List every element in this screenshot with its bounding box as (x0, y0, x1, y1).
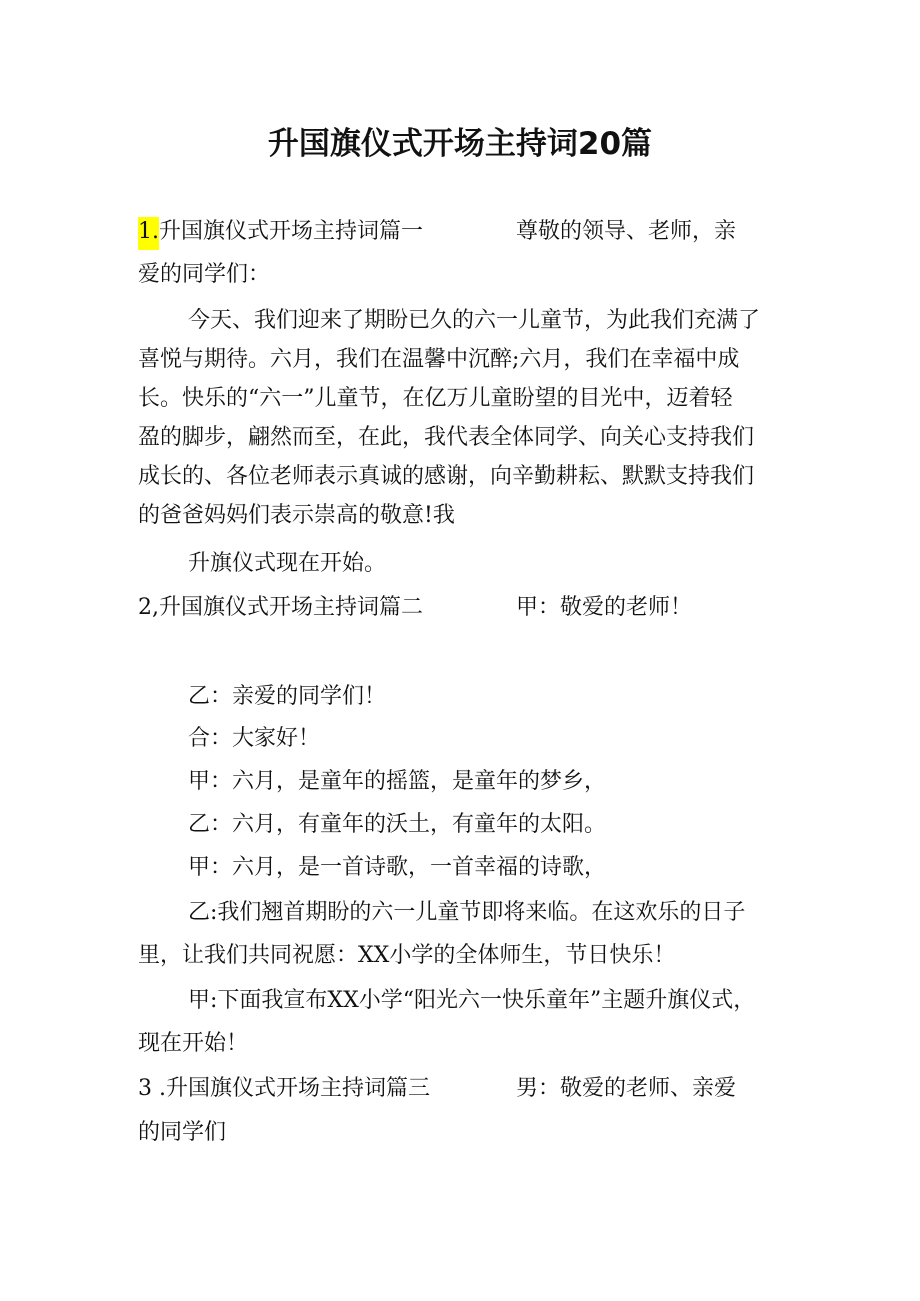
paragraph-line: 今天、我们迎来了期盼已久的六一儿童节，为此我们充满了 (188, 308, 761, 333)
paragraph-line: 升旗仪式现在开始。 (188, 551, 387, 576)
section-1-heading (138, 217, 423, 247)
paragraph-line: 成长的、各位老师表示真诚的感谢，向辛勤耕耘、默默支持我们 (138, 464, 755, 489)
section-1-title: 升国旗仪式开场主持词篇一 (159, 219, 424, 244)
section-1-line-2: 爱的同学们： (138, 262, 271, 287)
dialogue-line: 甲:下面我宣布XX小学“阳光六一快乐童年”主题升旗仪式， (188, 988, 756, 1013)
section-3-heading: 3 .升国旗仪式开场主持词篇三 (138, 1076, 430, 1101)
paragraph-line: 喜悦与期待。六月，我们在温馨中沉醉;六月，我们在幸福中成 (138, 347, 740, 372)
paragraph-line: 的爸爸妈妈们表示崇高的敬意!我 (138, 503, 455, 528)
paragraph-line: 盈的脚步，翩然而至，在此，我代表全体同学、向关心支持我们 (138, 425, 755, 450)
section-2-heading: 2,升国旗仪式开场主持词篇二 (138, 595, 423, 620)
section-3-heading-tail: 男：敬爱的老师、亲爱 (516, 1076, 737, 1101)
dialogue-line: 乙：亲爱的同学们！ (188, 684, 387, 709)
section-1-heading-tail: 尊敬的领导、老师，亲 (516, 219, 737, 244)
dialogue-line: 现在开始！ (138, 1031, 249, 1056)
dialogue-line: 合：大家好！ (188, 726, 321, 751)
paragraph-line: 长。快乐的“六一”儿童节，在亿万儿童盼望的目光中，迈着轻 (138, 386, 733, 411)
section-2-heading-tail: 甲：敬爱的老师！ (516, 595, 693, 620)
dialogue-line: 里，让我们共同祝愿：XX小学的全体师生，节日快乐！ (138, 943, 676, 968)
dialogue-line: 乙：六月，有童年的沃土，有童年的太阳。 (188, 812, 607, 837)
dialogue-line: 乙:我们翘首期盼的六一儿童节即将来临。在这欢乐的日子 (188, 900, 746, 925)
section-1-number: 1. (138, 217, 159, 250)
dialogue-line: 甲：六月，是童年的摇篮，是童年的梦乡， (188, 769, 607, 794)
section-3-line-2: 的同学们 (138, 1120, 227, 1145)
page-title: 升国旗仪式开场主持词20篇 (267, 126, 653, 162)
dialogue-line: 甲：六月，是一首诗歌，一首幸福的诗歌， (188, 855, 607, 880)
